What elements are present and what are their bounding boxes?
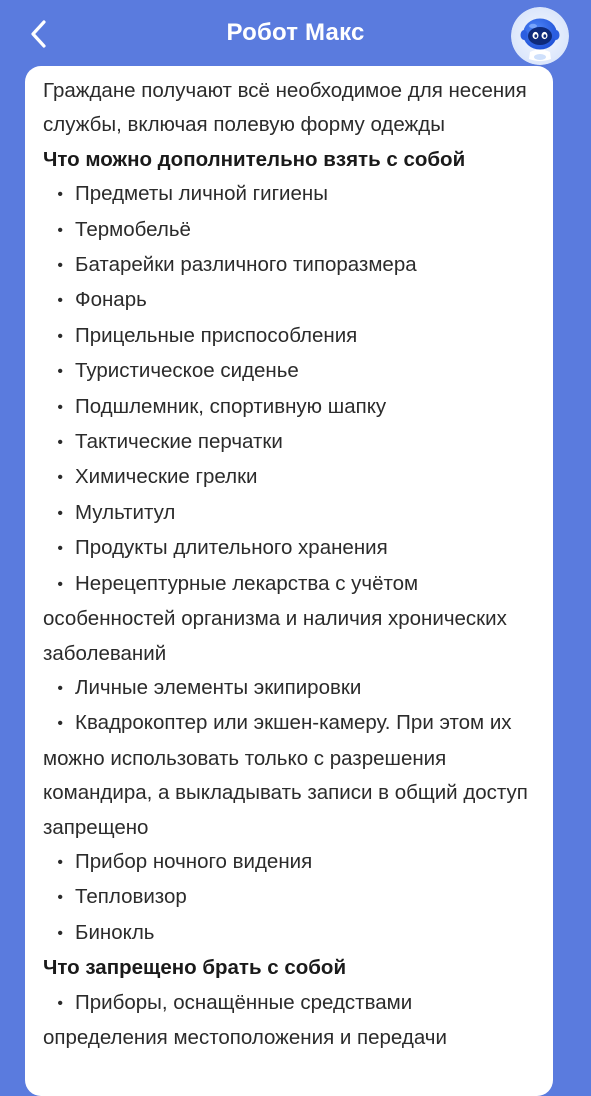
list-item-text: Нерецептурные лекарства с учётом особенностей организма и наличия хронических заболеваний — [43, 571, 507, 665]
bullet-dot: • — [57, 924, 63, 942]
bullet-dot: • — [57, 327, 63, 345]
list-item-text: Личные элементы экипировки — [75, 675, 362, 699]
bullet-dot: • — [57, 221, 63, 239]
list-item — [43, 567, 537, 671]
list-item — [43, 283, 537, 318]
bullet-marker — [43, 567, 75, 602]
bullet-marker — [43, 496, 75, 531]
section-title: Что можно дополнительно взять с собой — [43, 147, 466, 171]
bullet-dot: • — [57, 469, 63, 487]
bullet-dot: • — [57, 504, 63, 522]
bullet-dot: • — [57, 257, 63, 275]
list-item-text: Бинокль — [75, 920, 155, 944]
list-item-text: Фонарь — [75, 288, 147, 312]
bullet-marker — [43, 354, 75, 389]
bullet-dot: • — [57, 398, 63, 416]
list-item-text: Прицельные приспособления — [75, 323, 358, 347]
bullet-marker — [43, 845, 75, 880]
bullet-marker — [43, 531, 75, 566]
list-item-text: Предметы личной гигиены — [75, 182, 328, 206]
bullet-marker — [43, 880, 75, 915]
list-item — [43, 248, 537, 283]
bullet-marker — [43, 283, 75, 318]
bullet-marker — [43, 425, 75, 460]
robot-avatar-icon[interactable] — [511, 7, 569, 65]
bullet-marker — [43, 177, 75, 212]
bullet-dot: • — [57, 434, 63, 452]
list-item-text: Термобельё — [75, 217, 191, 241]
bullet-dot: • — [57, 889, 63, 907]
bullet-marker — [43, 460, 75, 495]
list-item — [43, 319, 537, 354]
bullet-dot: • — [57, 186, 63, 204]
bullet-dot: • — [57, 994, 63, 1012]
list-item — [43, 706, 537, 845]
list-item — [43, 177, 537, 212]
bullet-marker — [43, 916, 75, 951]
intro-text: Граждане получают всё необходимое для несения службы, включая полевую форму одежды — [43, 79, 527, 137]
list-item-text: Подшлемник, спортивную шапку — [75, 394, 387, 418]
list-item — [43, 213, 537, 248]
list-item-text: Тактические перчатки — [75, 430, 283, 454]
bullet-marker — [43, 248, 75, 283]
list-item-text: Приборы, оснащённые средствами определения местоположения и передачи — [43, 990, 447, 1049]
bullet-dot: • — [57, 679, 63, 697]
bullet-dot: • — [57, 292, 63, 310]
bullet-marker — [43, 319, 75, 354]
bullet-marker — [43, 706, 75, 741]
bullet-list — [43, 177, 537, 951]
list-item — [43, 880, 537, 915]
bullet-marker — [43, 671, 75, 706]
bullet-marker — [43, 390, 75, 425]
message-content — [25, 66, 553, 1055]
bullet-dot: • — [57, 540, 63, 558]
list-item — [43, 390, 537, 425]
list-item-text: Батарейки различного типоразмера — [75, 253, 417, 277]
bullet-marker — [43, 213, 75, 248]
bullet-marker — [43, 986, 75, 1021]
message-bubble — [25, 66, 553, 1096]
list-item — [43, 354, 537, 389]
bullet-dot: • — [57, 575, 63, 593]
list-item — [43, 986, 537, 1056]
list-item-text: Прибор ночного видения — [75, 849, 313, 873]
list-item-text: Мультитул — [75, 500, 176, 524]
bullet-dot: • — [57, 853, 63, 871]
list-item — [43, 425, 537, 460]
bullet-dot: • — [57, 715, 63, 733]
list-item-text: Квадрокоптер или экшен-камеру. При этом их можно использовать только с разрешения командира, а выкладывать записи в общий доступ запрещено — [43, 711, 528, 839]
list-item-text: Тепловизор — [75, 885, 187, 909]
bullet-list — [43, 986, 537, 1056]
list-item — [43, 845, 537, 880]
list-item-text: Туристическое сиденье — [75, 359, 299, 383]
list-item-text: Химические грелки — [75, 465, 258, 489]
section-title: Что запрещено брать с собой — [43, 956, 347, 980]
list-item — [43, 916, 537, 951]
header — [0, 0, 591, 66]
list-item — [43, 496, 537, 531]
page-title: Робот Макс — [226, 19, 365, 46]
bullet-dot: • — [57, 363, 63, 381]
list-item — [43, 671, 537, 706]
list-item — [43, 531, 537, 566]
list-item-text: Продукты длительного хранения — [75, 536, 388, 560]
list-item — [43, 460, 537, 495]
